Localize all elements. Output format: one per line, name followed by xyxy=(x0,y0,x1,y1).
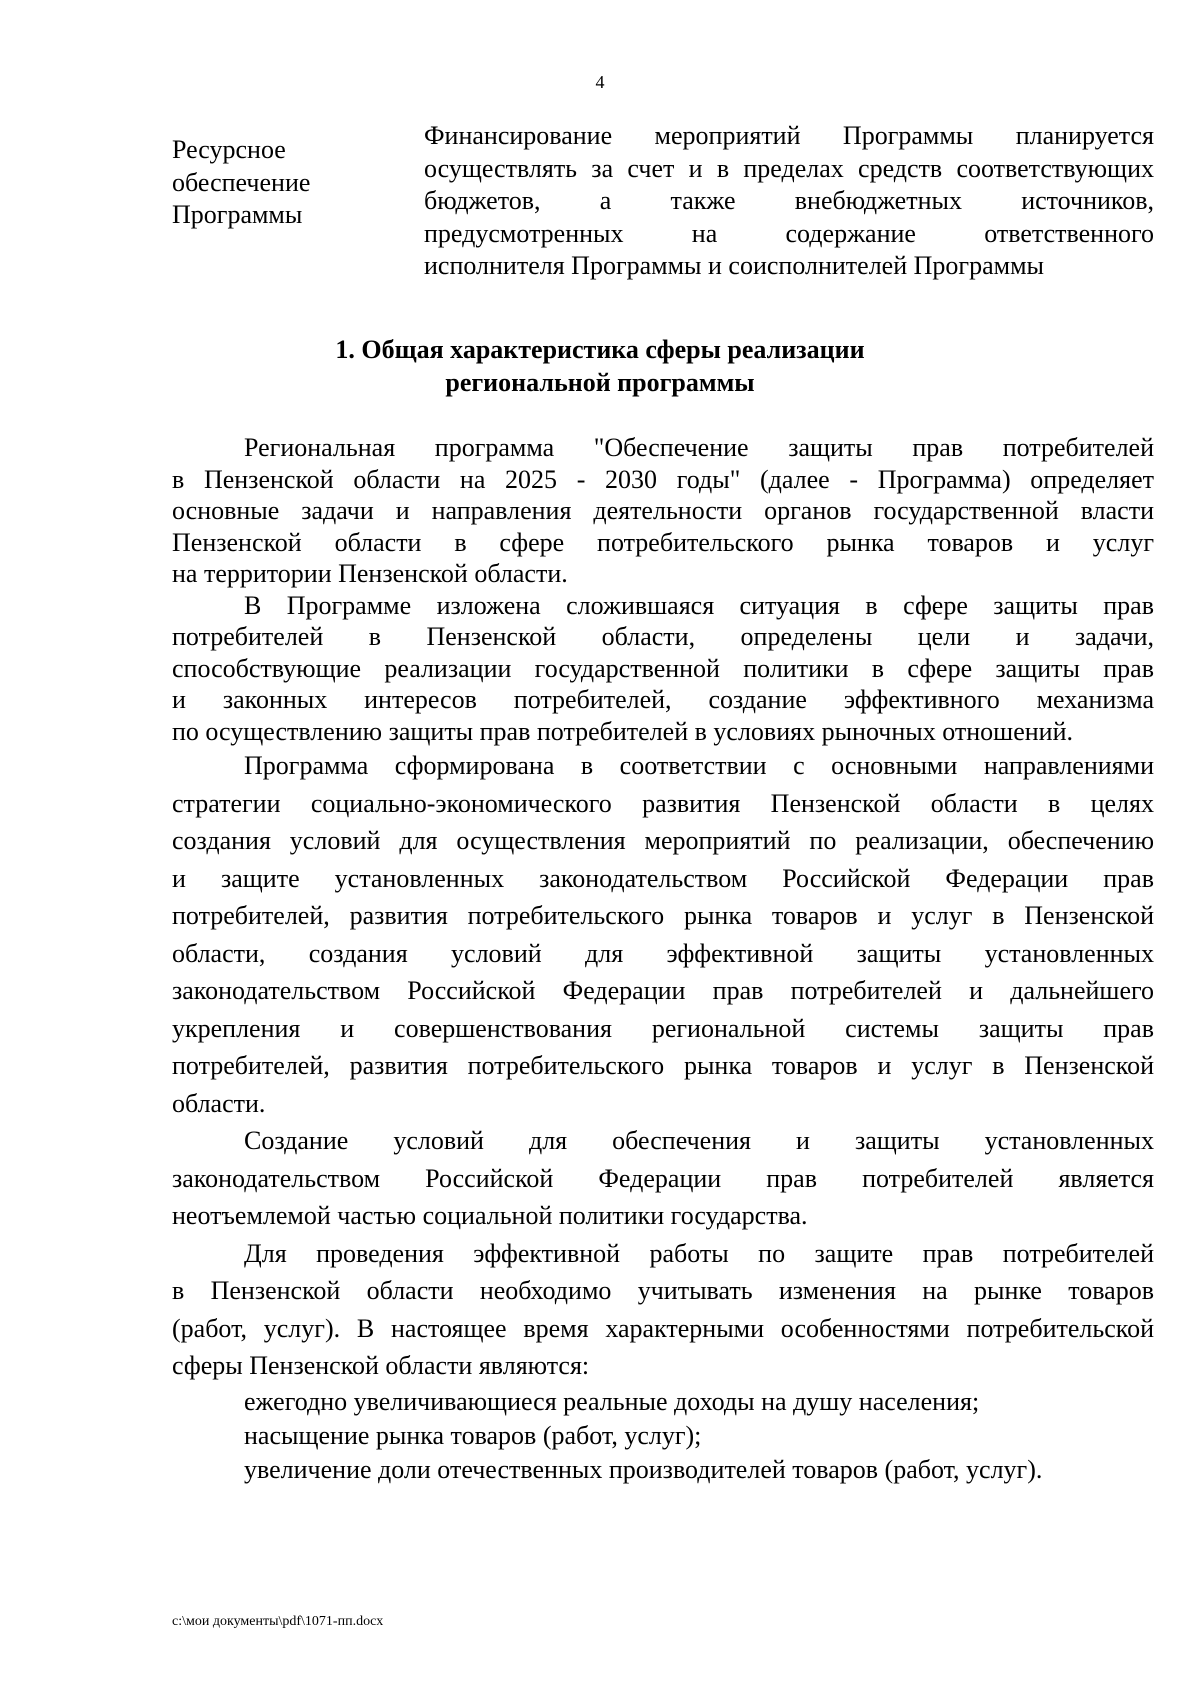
resource-label-line: Ресурсное xyxy=(172,135,286,164)
paragraph-line: законодательством Российской Федерации прав потребителей и дальнейшего xyxy=(172,976,1154,1005)
paragraph-line: потребителей, развития потребительского рынка товаров и услуг в Пензенской xyxy=(172,1051,1154,1080)
paragraph xyxy=(172,590,1154,748)
section-title-line: региональной программы xyxy=(445,368,755,397)
section-heading xyxy=(0,333,1200,399)
paragraph-line: области, создания условий для эффективной защиты установленных xyxy=(172,938,1154,968)
paragraph-line: создания условий для осуществления мероприятий по реализации, обеспечению xyxy=(172,826,1154,855)
paragraph-line: Программа сформирована в соответствии с основными направлениями xyxy=(244,751,1154,780)
resource-text-line: исполнителя Программы и соисполнителей Программы xyxy=(424,251,1044,280)
resource-label-line: Программы xyxy=(172,200,303,229)
paragraph-line: сферы Пензенской области являются: xyxy=(172,1351,590,1380)
paragraph-line: способствующие реализации государственной политики в сфере защиты прав xyxy=(172,653,1154,683)
resource-text-line: Финансирование мероприятий Программы планируется xyxy=(424,121,1154,150)
paragraph-line: (работ, услуг). В настоящее время характерными особенностями потребительской xyxy=(172,1313,1154,1343)
resource-text-line: предусмотренных на содержание ответственного xyxy=(424,218,1154,248)
body-text xyxy=(172,432,1154,1487)
paragraph-line: законодательством Российской Федерации прав потребителей является xyxy=(172,1163,1154,1193)
resource-label xyxy=(172,134,392,232)
paragraph-line: в Пензенской области необходимо учитывать изменения на рынке товаров xyxy=(172,1276,1154,1305)
page-number: 4 xyxy=(595,72,605,92)
paragraph-line: В Программе изложена сложившаяся ситуация в сфере защиты прав xyxy=(244,590,1154,620)
list-item: увеличение доли отечественных производителей товаров (работ, услуг). xyxy=(244,1454,1043,1484)
footer-file-path: c:\мои документы\pdf\1071-пп.docx xyxy=(172,1614,384,1629)
resource-label-line: обеспечение xyxy=(172,167,311,197)
paragraph-line: в Пензенской области на 2025 - 2030 годы" (далее - Программа) определяет xyxy=(172,464,1154,494)
paragraph xyxy=(172,432,1154,590)
paragraph-line: потребителей в Пензенской области, определены цели и задачи, xyxy=(172,622,1154,651)
paragraph-line: Региональная программа "Обеспечение защиты прав потребителей xyxy=(244,433,1154,462)
paragraph xyxy=(172,1235,1154,1385)
list-item: ежегодно увеличивающиеся реальные доходы на душу населения; xyxy=(244,1386,980,1416)
list-item: насыщение рынка товаров (работ, услуг); xyxy=(244,1420,702,1450)
paragraph-line: Создание условий для обеспечения и защиты установленных xyxy=(244,1126,1154,1155)
section-title-line: 1. Общая характеристика сферы реализации xyxy=(335,335,865,364)
resource-text-line: бюджетов, а также внебюджетных источников, xyxy=(424,186,1154,215)
paragraph-line: потребителей, развития потребительского рынка товаров и услуг в Пензенской xyxy=(172,901,1154,930)
paragraph-line: области. xyxy=(172,1088,266,1118)
resource-text-line: осуществлять за счет и в пределах средств соответствующих xyxy=(424,153,1154,183)
paragraph xyxy=(172,747,1154,1122)
paragraph xyxy=(172,1122,1154,1235)
paragraph-line: на территории Пензенской области. xyxy=(172,559,568,588)
paragraph-line: по осуществлению защиты прав потребителей в условиях рыночных отношений. xyxy=(172,716,1073,746)
paragraph-line: стратегии социально-экономического развития Пензенской области в целях xyxy=(172,788,1154,818)
paragraph-line: укрепления и совершенствования региональной системы защиты прав xyxy=(172,1013,1154,1043)
paragraph-line: Пензенской области в сфере потребительского рынка товаров и услуг xyxy=(172,527,1154,557)
feature-list xyxy=(172,1385,1154,1487)
paragraph-line: и законных интересов потребителей, создание эффективного механизма xyxy=(172,685,1154,714)
paragraph-line: и защите установленных законодательством Российской Федерации прав xyxy=(172,863,1154,893)
paragraph-line: Для проведения эффективной работы по защите прав потребителей xyxy=(244,1238,1154,1268)
resource-text xyxy=(424,120,1154,283)
paragraph-line: неотъемлемой частью социальной политики государства. xyxy=(172,1201,808,1230)
paragraph-line: основные задачи и направления деятельности органов государственной власти xyxy=(172,496,1154,525)
